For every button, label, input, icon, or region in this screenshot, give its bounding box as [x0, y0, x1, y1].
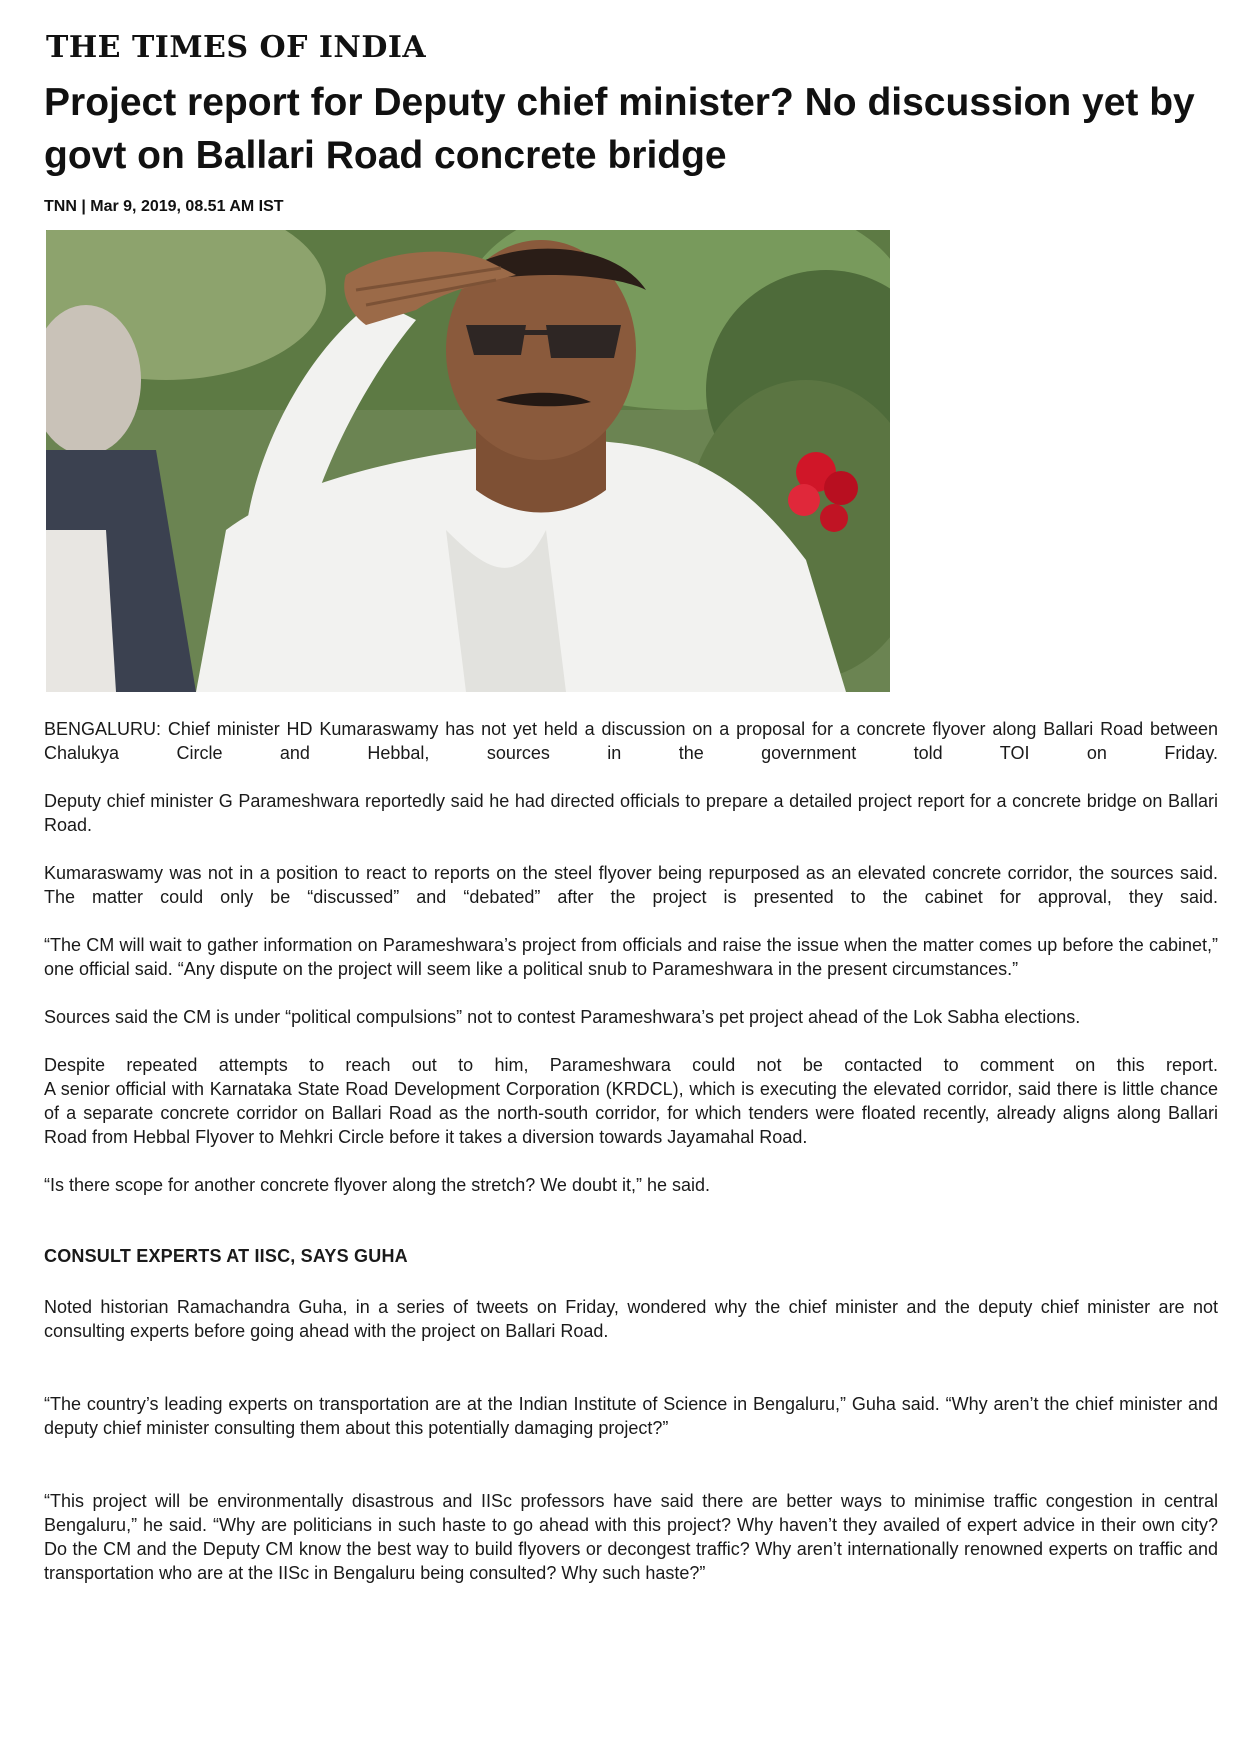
paragraph: Sources said the CM is under “political compulsions” not to contest Parameshwara’s pet project ahead of the Lok Sabha elections. — [44, 1007, 1081, 1027]
section-subheading: CONSULT EXPERTS AT IISC, SAYS GUHA — [44, 1246, 408, 1266]
byline: TNN | Mar 9, 2019, 08.51 AM IST — [44, 198, 284, 215]
paragraph: “The CM will wait to gather information on Parameshwara’s project from officials and raise the issue when the matter comes up before the cabinet,” one official said. “Any dispute on the project will seem like a political snub to Parameshwara in the present circumstances.” — [44, 935, 1218, 979]
paragraph: Noted historian Ramachandra Guha, in a series of tweets on Friday, wondered why the chief minister and the deputy chief minister are not consulting experts before going ahead with the project on Ballari Road. — [44, 1297, 1218, 1341]
paragraph: “Is there scope for another concrete flyover along the stretch? We doubt it,” he said. — [44, 1175, 711, 1195]
paragraph: Despite repeated attempts to reach out to him, Parameshwara could not be contacted to comment on this report. — [44, 1055, 1218, 1075]
saluting-man-photo — [46, 230, 890, 692]
article-photo — [46, 230, 890, 692]
masthead: THE TIMES OF INDIA — [46, 30, 427, 65]
paragraph: Deputy chief minister G Parameshwara reportedly said he had directed officials to prepare a detailed project report for a concrete bridge on Ballari Road. — [44, 791, 1218, 835]
article-body — [44, 717, 1218, 1585]
paragraph: Kumaraswamy was not in a position to react to reports on the steel flyover being repurposed as an elevated concrete corridor, the sources said. The matter could only be “discussed” and “debated” after the project is presented to the cabinet for approval, they said. — [44, 863, 1218, 907]
headline: Project report for Deputy chief minister? No discussion yet by govt on Ballari Road concrete bridge — [44, 81, 1195, 177]
paragraph: A senior official with Karnataka State Road Development Corporation (KRDCL), which is executing the elevated corridor, said there is little chance of a separate concrete corridor on Ballari Road as the north-south corridor, for which tenders were floated recently, already aligns along Ballari Road from Hebbal Flyover to Mehkri Circle before it takes a diversion towards Jayamahal Road. — [44, 1079, 1218, 1147]
paragraph-lead: BENGALURU: Chief minister HD Kumaraswamy has not yet held a discussion on a proposal for a concrete flyover along Ballari Road between Chalukya Circle and Hebbal, sources in the government told TOI on Friday. — [44, 719, 1218, 763]
paragraph: “This project will be environmentally disastrous and IISc professors have said there are better ways to minimise traffic congestion in central Bengaluru,” he said. “Why are politicians in such haste to go ahead with this project? Why haven’t they availed of expert advice in their own city? Do the CM and the Deputy CM know the best way to build flyovers or decongest traffic? Why aren’t internationally renowned experts on traffic and transportation who are at the IISc in Bengaluru being consulted? Why such haste?” — [44, 1491, 1218, 1583]
paragraph: “The country’s leading experts on transportation are at the Indian Institute of Science in Bengaluru,” Guha said. “Why aren’t the chief minister and deputy chief minister consulting them about this potentially damaging project?” — [44, 1394, 1218, 1438]
